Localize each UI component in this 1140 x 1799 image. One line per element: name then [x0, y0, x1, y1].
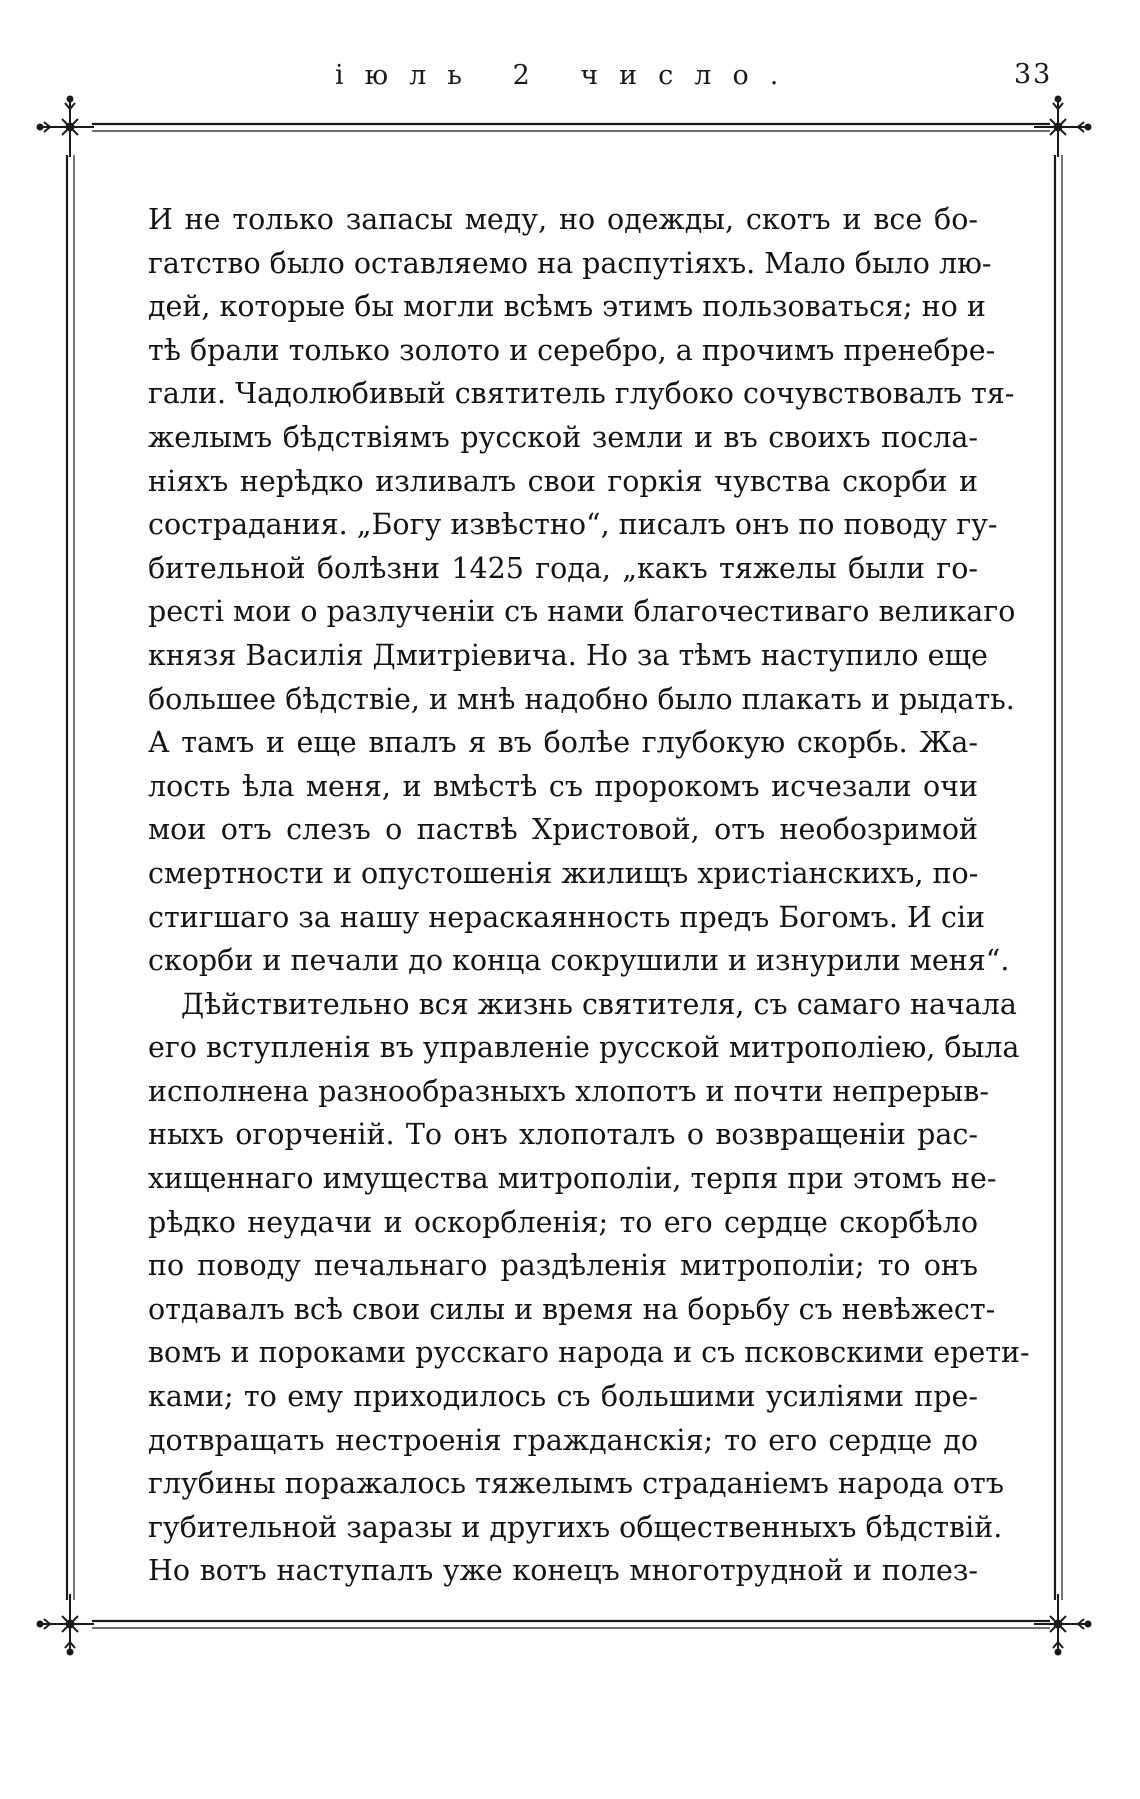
text-line: его вступленія въ управленіе русской митрополіею, была — [148, 1031, 1020, 1065]
text-line: лость ѣла меня, и вмѣстѣ съ пророкомъ исчезали очи — [148, 769, 978, 803]
text-line: сострадания. „Богу извѣстно“, писалъ онъ по поводу гу- — [148, 508, 998, 542]
text-line: Дѣйствительно вся жизнь святителя, съ самаго начала — [181, 987, 1017, 1021]
text-line: отдавалъ всѣ свои силы и время на борьбу съ невѣжест- — [148, 1292, 996, 1326]
text-line: гатство было оставляемо на распутіяхъ. Мало было лю- — [148, 246, 992, 280]
text-line: глубины поражалось тяжелымъ страданіемъ народа отъ — [148, 1467, 1004, 1501]
text-line: ками; то ему приходилось съ большими усиліями пре- — [148, 1380, 978, 1414]
text-line: ныхъ огорченій. То онъ хлопоталъ о возвращеніи рас- — [148, 1118, 978, 1152]
text-line: дотвращать нестроенія гражданскія; то его сердце до — [148, 1423, 978, 1457]
text-line: по поводу печальнаго раздѣленія митрополіи; то онъ — [148, 1249, 978, 1283]
text-line: ніяхъ нерѣдко изливалъ свои горкія чувства скорби и — [148, 464, 978, 498]
text-line: большее бѣдствіе, и мнѣ надобно было плакать и рыдать. — [148, 682, 1015, 716]
text-line: стигшаго за нашу нераскаянность предъ Богомъ. И сіи — [148, 900, 985, 934]
corner-ornament-bottom-left-icon — [38, 1594, 95, 1655]
text-line: мои отъ слезъ о паствѣ Христовой, отъ необозримой — [148, 813, 978, 847]
text-line: скорби и печали до конца сокрушили и изнурили меня“. — [148, 944, 1010, 978]
running-title: іюль 2 число. — [335, 60, 800, 91]
text-line: рѣдко неудачи и оскорбленія; то его сердце скорбѣло — [148, 1205, 978, 1239]
text-line: тѣ брали только золото и серебро, а прочимъ пренебре- — [148, 333, 996, 367]
text-line: гали. Чадолюбивый святитель глубоко сочувствовалъ тя- — [148, 377, 1015, 411]
text-line: исполнена разнообразныхъ хлопотъ и почти непрерыв- — [148, 1074, 989, 1108]
text-line: хищеннаго имущества митрополіи, терпя при этомъ не- — [148, 1162, 997, 1196]
page-number: 33 — [1014, 59, 1053, 90]
text-line: Но вотъ наступалъ уже конецъ многотрудной и полез- — [148, 1554, 978, 1588]
text-line: губительной заразы и другихъ общественныхъ бѣдствій. — [148, 1510, 1003, 1544]
text-line: А тамъ и еще впалъ я въ болѣе глубокую скорбь. Жа- — [148, 726, 978, 760]
text-line: дей, которые бы могли всѣмъ этимъ пользоваться; но и — [148, 290, 986, 324]
text-line: бительной болѣзни 1425 года, „какъ тяжелы были го- — [148, 551, 978, 585]
text-line: вомъ и пороками русскаго народа и съ псковскими ерети- — [148, 1336, 1030, 1370]
text-line: ресті мои о разлученіи съ нами благочестиваго великаго — [148, 595, 1016, 629]
text-line: князя Василія Дмитріевича. Но за тѣмъ наступило еще — [148, 638, 988, 672]
text-line: смертности и опустошенія жилищъ христіанскихъ, по- — [148, 856, 979, 890]
text-line: желымъ бѣдствіямъ русской земли и въ своихъ посла- — [148, 420, 978, 454]
corner-ornament-top-right-icon — [1034, 97, 1091, 158]
corner-ornament-bottom-right-icon — [1034, 1594, 1091, 1655]
body-text — [148, 198, 1030, 1593]
corner-ornament-top-left-icon — [38, 97, 95, 158]
text-line: И не только запасы меду, но одежды, скотъ и все бо- — [148, 203, 978, 236]
